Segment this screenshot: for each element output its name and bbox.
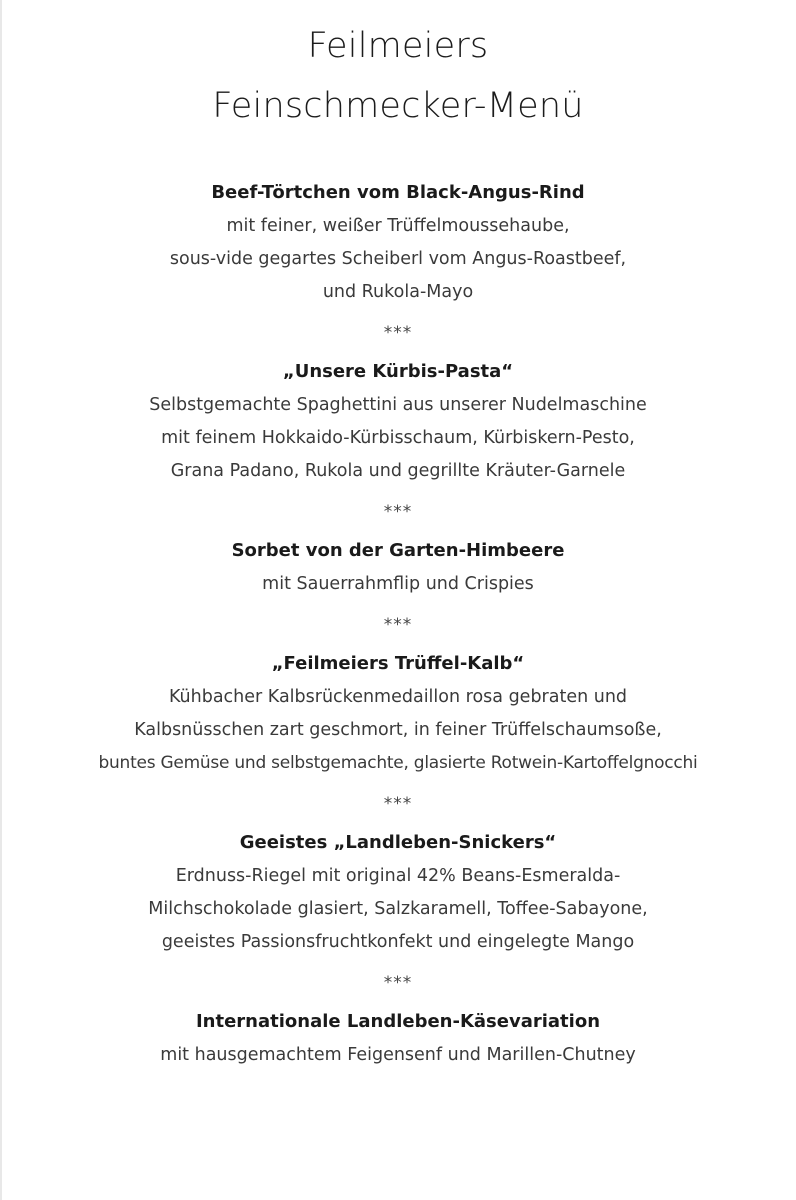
course-separator: *** — [383, 794, 413, 814]
dish-description-line: Grana Padano, Rukola und gegrillte Kräuter-Garnele — [170, 461, 626, 481]
dish-name: Sorbet von der Garten-Himbeere — [231, 540, 565, 561]
course-3 — [0, 534, 796, 601]
menu-title-line-1: Feilmeiers — [307, 26, 489, 66]
course-6 — [0, 1005, 796, 1072]
course-1 — [0, 176, 796, 309]
dish-name: Internationale Landleben-Käsevariation — [195, 1011, 601, 1032]
dish-description-line: Kühbacher Kalbsrückenmedaillon rosa gebraten und — [168, 687, 628, 707]
dish-name: „Unsere Kürbis-Pasta“ — [282, 361, 514, 382]
course-2 — [0, 355, 796, 488]
dish-description-line: mit hausgemachtem Feigensenf und Marillen-Chutney — [160, 1045, 636, 1065]
dish-description-line: Milchschokolade glasiert, Salzkaramell, Toffee-Sabayone, — [148, 899, 648, 919]
course-separator: *** — [383, 323, 413, 343]
dish-description-line: Erdnuss-Riegel mit original 42% Beans-Esmeralda- — [175, 866, 621, 886]
course-5 — [0, 826, 796, 959]
dish-description-line: buntes Gemüse und selbstgemachte, glasierte Rotwein-Kartoffelgnocchi — [98, 753, 698, 773]
dish-description-line: geeistes Passionsfruchtkonfekt und eingelegte Mango — [161, 932, 635, 952]
menu-courses — [0, 176, 796, 1072]
dish-description-line: Selbstgemachte Spaghettini aus unserer Nudelmaschine — [149, 395, 647, 415]
dish-name: Beef-Törtchen vom Black-Angus-Rind — [211, 182, 585, 203]
dish-name: Geeistes „Landleben-Snickers“ — [239, 832, 557, 853]
dish-description-line: Kalbsnüsschen zart geschmort, in feiner Trüffelschaumsoße, — [134, 720, 662, 740]
dish-name: „Feilmeiers Trüffel-Kalb“ — [271, 653, 525, 674]
dish-description-line: mit feiner, weißer Trüffelmoussehaube, — [226, 216, 570, 236]
course-4 — [0, 647, 796, 780]
dish-description-line: und Rukola-Mayo — [322, 282, 474, 302]
course-separator: *** — [383, 615, 413, 635]
menu-title-line-2: Feinschmecker-Menü — [212, 86, 584, 126]
dish-description-line: sous-vide gegartes Scheiberl vom Angus-Roastbeef, — [169, 249, 627, 269]
course-separator: *** — [383, 973, 413, 993]
dish-description-line: mit feinem Hokkaido-Kürbisschaum, Kürbiskern-Pesto, — [161, 428, 635, 448]
dish-description-line: mit Sauerrahmflip und Crispies — [262, 574, 534, 594]
course-separator: *** — [383, 502, 413, 522]
